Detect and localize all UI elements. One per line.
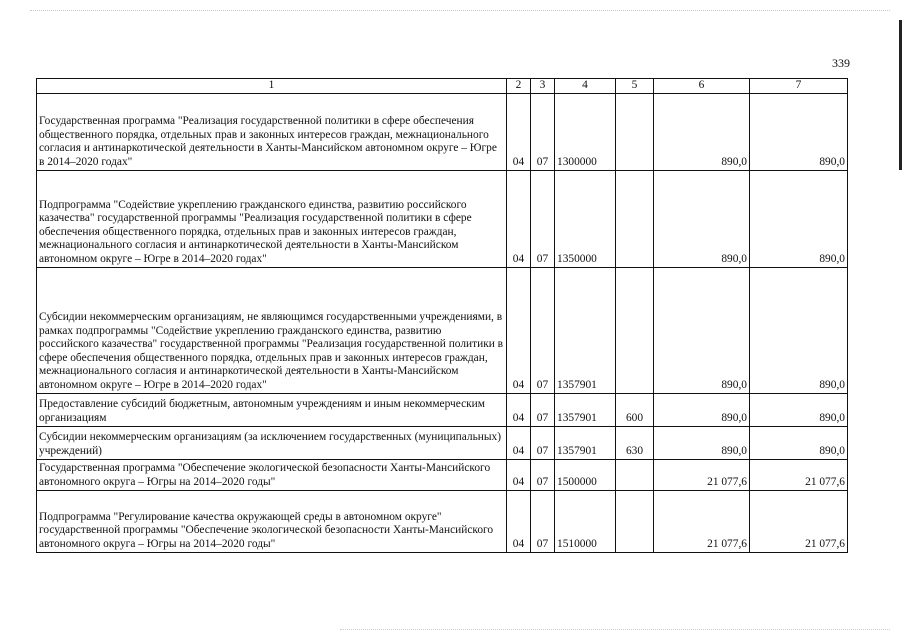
row-subsection: 07 [531,267,555,393]
row-name: Государственная программа "Реализация государственной политики в сфере обеспечения общественного порядка, отдельных прав и законных интересов граждан, межнационального согласия и антинаркотической деятельности в Ханты-Мансийском автономном округе – Югре в 2014–2020 годах" [37,93,507,170]
header-cell-4: 4 [555,79,616,94]
table-row [37,170,848,267]
table-row [37,267,848,393]
table-header-row [37,79,848,94]
header-cell-2: 2 [507,79,531,94]
row-amount-2: 890,0 [750,426,848,459]
row-subsection: 07 [531,170,555,267]
row-amount-2: 21 077,6 [750,459,848,490]
row-section: 04 [507,490,531,552]
row-target-code: 1357901 [555,426,616,459]
row-section: 04 [507,393,531,426]
row-amount-1: 21 077,6 [654,459,750,490]
row-amount-2: 890,0 [750,170,848,267]
row-amount-2: 21 077,6 [750,490,848,552]
page-number: 339 [832,56,850,70]
row-name: Предоставление субсидий бюджетным, автономным учреждениям и иным некоммерческим организациям [37,393,507,426]
row-name: Субсидии некоммерческим организациям, не являющимся государственными учреждениями, в рамках подпрограммы "Содействие укреплению гражданского единства, развитию российского казачества" государственной программы "Реализация государственной политики в сфере обеспечения общественного порядка, отдельных прав и законных интересов граждан, межнационального согласия и антинаркотической деятельности в Ханты-Мансийском автономном округе – Югре в 2014–2020 годах" [37,267,507,393]
row-expense-type [616,93,654,170]
row-target-code: 1300000 [555,93,616,170]
row-subsection: 07 [531,393,555,426]
row-amount-2: 890,0 [750,393,848,426]
row-target-code: 1357901 [555,393,616,426]
table-row [37,426,848,459]
header-cell-5: 5 [616,79,654,94]
row-section: 04 [507,267,531,393]
row-target-code: 1510000 [555,490,616,552]
row-amount-1: 890,0 [654,393,750,426]
row-target-code: 1357901 [555,267,616,393]
row-subsection: 07 [531,93,555,170]
row-name: Государственная программа "Обеспечение экологической безопасности Ханты-Мансийского автономного округа – Югры на 2014–2020 годы" [37,459,507,490]
row-name: Подпрограмма "Содействие укреплению гражданского единства, развитию российского казачества" государственной программы "Реализация государственной политики в сфере обеспечения общественного порядка, отдельных прав и законных интересов граждан, межнационального согласия и антинаркотической деятельности в Ханты-Мансийском автономном округе – Югре в 2014–2020 годах" [37,170,507,267]
row-expense-type: 600 [616,393,654,426]
row-section: 04 [507,426,531,459]
row-section: 04 [507,459,531,490]
row-expense-type [616,490,654,552]
row-amount-1: 890,0 [654,170,750,267]
row-amount-1: 890,0 [654,267,750,393]
row-amount-2: 890,0 [750,267,848,393]
scan-edge-mark [899,20,902,170]
table-row [37,459,848,490]
table-row [37,93,848,170]
row-amount-1: 890,0 [654,426,750,459]
row-name: Подпрограмма "Регулирование качества окружающей среды в автономном округе" государственной программы "Обеспечение экологической безопасности Ханты-Мансийского автономного округа – Югры на 2014–2020 годы" [37,490,507,552]
row-name: Субсидии некоммерческим организациям (за исключением государственных (муниципальных) учреждений) [37,426,507,459]
row-section: 04 [507,170,531,267]
row-amount-2: 890,0 [750,93,848,170]
scan-noise-bottom [340,629,890,633]
header-cell-7: 7 [750,79,848,94]
row-subsection: 07 [531,459,555,490]
table-row [37,490,848,552]
budget-table [36,78,848,553]
row-expense-type [616,267,654,393]
row-expense-type: 630 [616,426,654,459]
row-amount-1: 21 077,6 [654,490,750,552]
header-cell-6: 6 [654,79,750,94]
row-target-code: 1350000 [555,170,616,267]
row-expense-type [616,459,654,490]
table-row [37,393,848,426]
header-cell-3: 3 [531,79,555,94]
row-section: 04 [507,93,531,170]
row-amount-1: 890,0 [654,93,750,170]
row-expense-type [616,170,654,267]
row-target-code: 1500000 [555,459,616,490]
row-subsection: 07 [531,426,555,459]
scan-noise-top [30,10,890,15]
header-cell-1: 1 [37,79,507,94]
row-subsection: 07 [531,490,555,552]
